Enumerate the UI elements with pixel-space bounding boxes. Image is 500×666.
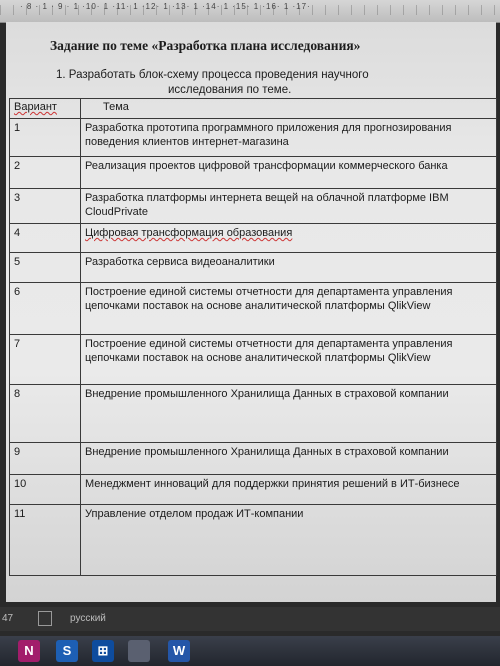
row-number: 4 [10, 224, 81, 253]
table-row [10, 224, 497, 253]
topics-table [9, 98, 497, 576]
row-topic: Построение единой системы отчетности для департамента управления цепочками поставок на основе аналитической платформы QlikView [81, 335, 497, 385]
row-number: 10 [10, 475, 81, 505]
table-row [10, 335, 497, 385]
onenote-icon[interactable]: N [18, 640, 40, 662]
row-number: 3 [10, 189, 81, 224]
table-row [10, 189, 497, 224]
row-topic: Цифровая трансформация образования [81, 224, 497, 253]
header-topic: Тема [81, 99, 497, 119]
task-text [56, 68, 436, 98]
app-icon[interactable] [128, 640, 150, 662]
table-row [10, 253, 497, 283]
table-row [10, 283, 497, 335]
language-indicator[interactable]: русский [70, 613, 106, 624]
row-number: 7 [10, 335, 81, 385]
row-topic: Разработка платформы интернета вещей на облачной платформе IBM CloudPrivate [81, 189, 497, 224]
taskbar [0, 636, 500, 666]
row-number: 8 [10, 385, 81, 443]
row-topic: Разработка прототипа программного приложения для прогнозирования поведения клиентов интернет-магазина [81, 119, 497, 157]
header-variant: Вариант [10, 99, 81, 119]
table-header-row [10, 99, 497, 119]
row-number: 5 [10, 253, 81, 283]
ruler-numbers: · 8 · 1 · 9 · 1 ·10· 1 ·11· 1 ·12· 1 ·13· 1 ·14· 1 ·15· 1 ·16· 1 ·17· [20, 2, 311, 11]
row-number: 6 [10, 283, 81, 335]
task-line-2: исследования по теме. [168, 84, 292, 96]
document-title: Задание по теме «Разработка плана исследования» [50, 38, 361, 53]
task-line-1: 1. Разработать блок-схему процесса проведения научного [56, 69, 369, 81]
row-topic: Внедрение промышленного Хранилища Данных в страховой компании [81, 443, 497, 475]
row-number: 1 [10, 119, 81, 157]
proofing-icon[interactable] [38, 611, 52, 626]
row-topic: Построение единой системы отчетности для департамента управления цепочками поставок на основе аналитической платформы QlikView [81, 283, 497, 335]
page-number: 47 [2, 613, 14, 624]
windows-icon[interactable]: ⊞ [92, 640, 114, 662]
table-row [10, 475, 497, 505]
row-number: 9 [10, 443, 81, 475]
row-number: 11 [10, 505, 81, 576]
row-topic: Внедрение промышленного Хранилища Данных в страховой компании [81, 385, 497, 443]
status-bar [0, 607, 500, 631]
horizontal-ruler [0, 0, 500, 23]
row-topic: Управление отделом продаж ИТ-компании [81, 505, 497, 576]
row-topic: Разработка сервиса видеоаналитики [81, 253, 497, 283]
table-row [10, 157, 497, 189]
row-number: 2 [10, 157, 81, 189]
row-topic: Менеджмент инноваций для поддержки принятия решений в ИТ-бизнесе [81, 475, 497, 505]
skype-icon[interactable]: S [56, 640, 78, 662]
word-icon[interactable]: W [168, 640, 190, 662]
table-row [10, 119, 497, 157]
table-row [10, 385, 497, 443]
table-row [10, 505, 497, 576]
row-topic: Реализация проектов цифровой трансформации коммерческого банка [81, 157, 497, 189]
document-page[interactable] [6, 22, 496, 602]
table-row [10, 443, 497, 475]
